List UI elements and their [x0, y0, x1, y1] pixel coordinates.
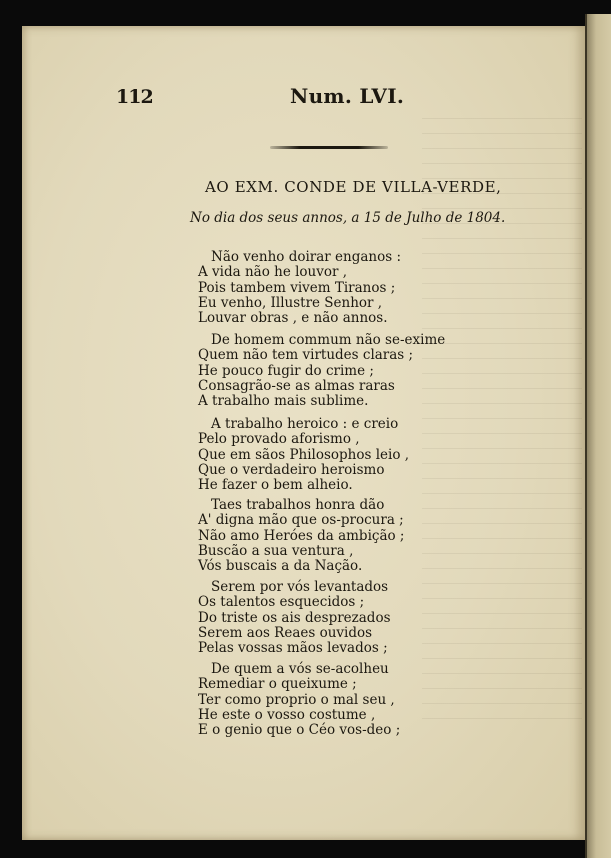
poem-line: Pelo provado aforismo , [198, 431, 360, 448]
poem-subheading: No dia dos seus annos, a 15 de Julho de 1804. [190, 210, 506, 226]
poem-heading: AO EXM. CONDE DE VILLA-VERDE, [205, 178, 502, 196]
poem-line: Louvar obras , e não annos. [198, 310, 388, 327]
poem-line: Os talentos esquecidos ; [198, 594, 365, 611]
poem-line: Serem por vós levantados [211, 579, 389, 595]
stanza-3 [198, 417, 409, 493]
poem-line: Do triste os ais desprezados [198, 609, 391, 626]
poem-line: He fazer o bem alheio. [198, 477, 353, 494]
stanza-6 [198, 662, 400, 738]
stanza-5 [198, 580, 391, 656]
poem-line: A' digna mão que os-procura ; [198, 512, 404, 529]
poem-line: Consagrão-se as almas raras [198, 377, 395, 394]
poem-line: Buscão a sua ventura , [198, 542, 354, 559]
poem-line: Vós buscais a da Nação. [198, 558, 363, 575]
poem-line: Não amo Heróes da ambição ; [198, 527, 405, 544]
poem-line: Que o verdadeiro heroismo [198, 461, 385, 478]
ink-bleed-through [422, 106, 582, 726]
page-title: Num. LVI. [290, 84, 405, 108]
poem-line: Quem não tem virtudes claras ; [198, 347, 414, 364]
stanza-4 [198, 498, 404, 574]
poem-line: A vida não he louvor , [198, 264, 348, 281]
adjacent-page-edge [585, 14, 611, 858]
poem-line: Taes trabalhos honra dão [211, 497, 385, 513]
poem-line: Pelas vossas mãos levados ; [198, 640, 388, 657]
stanza-2 [198, 333, 445, 409]
poem-line: A trabalho heroico : e creio [211, 416, 399, 432]
poem-line: A trabalho mais sublime. [198, 393, 369, 410]
page-number: 112 [116, 86, 153, 108]
stanza-1 [198, 250, 401, 326]
poem-line: De quem a vós se-acolheu [211, 661, 389, 677]
poem-line: He pouco fugir do crime ; [198, 362, 374, 379]
poem-line: De homem commum não se-exime [211, 332, 446, 348]
poem-line: Ter como proprio o mal seu , [198, 691, 395, 708]
poem-line: Serem aos Reaes ouvidos [198, 624, 373, 641]
poem-line: Não venho doirar enganos : [211, 249, 402, 265]
poem-line: E o genio que o Céo vos-deo ; [198, 722, 401, 739]
poem-line: Eu venho, Illustre Senhor , [198, 294, 383, 311]
decorative-rule [270, 146, 388, 149]
poem-line: Que em sãos Philosophos leio , [198, 446, 410, 463]
poem-line: Pois tambem vivem Tiranos ; [198, 279, 396, 296]
poem-line: Remediar o queixume ; [198, 676, 357, 693]
poem-line: He este o vosso costume , [198, 706, 376, 723]
